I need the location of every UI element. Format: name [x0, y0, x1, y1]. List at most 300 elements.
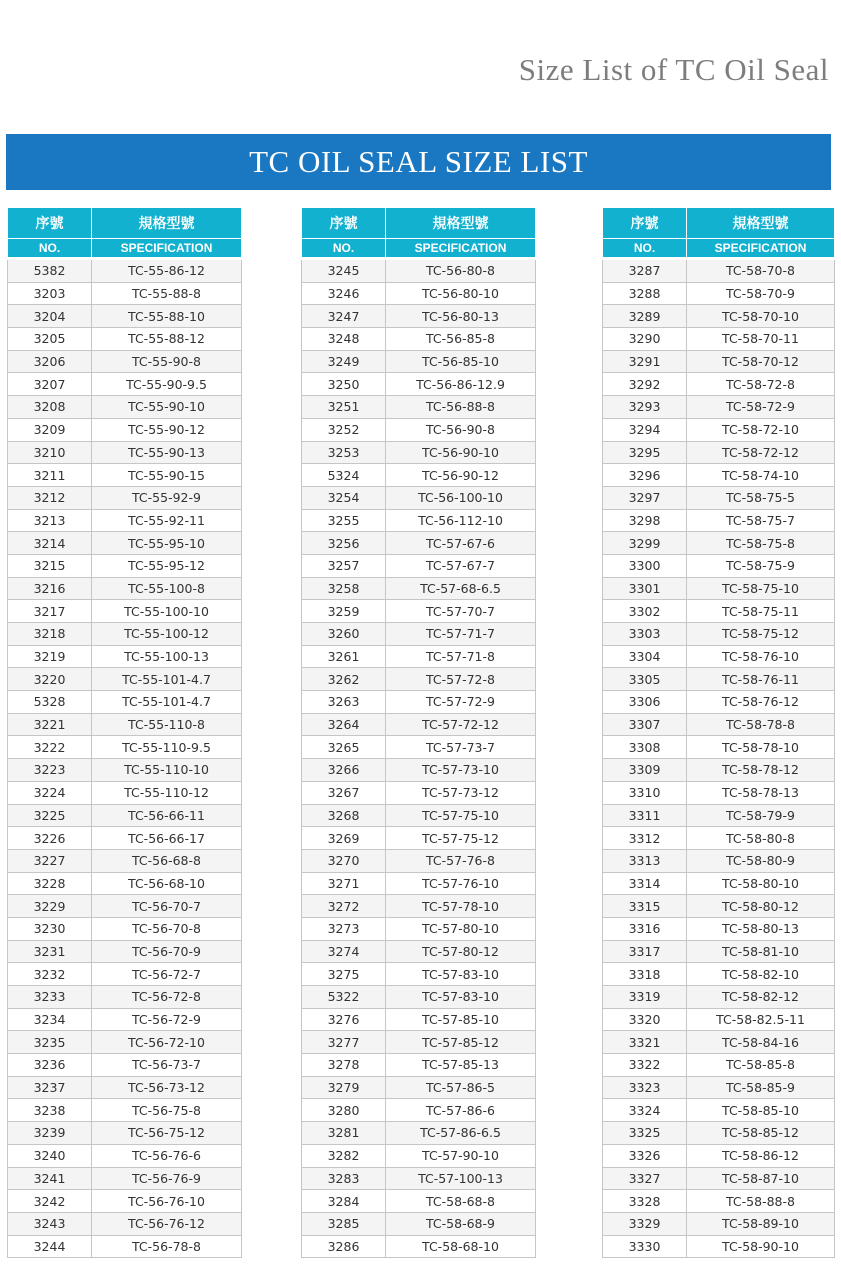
table-row	[603, 532, 835, 555]
row-specification: TC-58-75-5	[687, 486, 835, 509]
table-row	[302, 328, 536, 351]
table-row	[8, 804, 242, 827]
row-number: 3317	[603, 940, 687, 963]
header-no-cn: 序號	[302, 208, 386, 239]
row-specification: TC-56-68-10	[92, 872, 242, 895]
row-number: 3298	[603, 509, 687, 532]
row-specification: TC-55-92-11	[92, 509, 242, 532]
table-row	[603, 600, 835, 623]
row-specification: TC-58-72-9	[687, 396, 835, 419]
header-spec-en: SPECIFICATION	[386, 239, 536, 258]
row-specification: TC-55-110-12	[92, 781, 242, 804]
row-specification: TC-58-70-11	[687, 328, 835, 351]
table-row	[603, 441, 835, 464]
row-specification: TC-56-76-10	[92, 1190, 242, 1213]
row-number: 3260	[302, 623, 386, 646]
table-row	[8, 396, 242, 419]
row-specification: TC-58-78-8	[687, 713, 835, 736]
row-number: 3284	[302, 1190, 386, 1213]
row-specification: TC-58-80-10	[687, 872, 835, 895]
row-specification: TC-58-78-10	[687, 736, 835, 759]
row-number: 3281	[302, 1122, 386, 1145]
row-number: 3211	[8, 464, 92, 487]
table-row	[302, 804, 536, 827]
row-specification: TC-56-86-12.9	[386, 373, 536, 396]
row-specification: TC-57-85-12	[386, 1031, 536, 1054]
table-row	[302, 895, 536, 918]
table-row	[8, 895, 242, 918]
row-number: 3266	[302, 759, 386, 782]
row-number: 3223	[8, 759, 92, 782]
row-number: 3204	[8, 305, 92, 328]
row-number: 3285	[302, 1212, 386, 1235]
row-specification: TC-57-83-10	[386, 986, 536, 1009]
row-number: 3274	[302, 940, 386, 963]
table-row	[302, 1167, 536, 1190]
row-number: 3275	[302, 963, 386, 986]
row-specification: TC-56-72-10	[92, 1031, 242, 1054]
row-specification: TC-57-85-10	[386, 1008, 536, 1031]
table-row	[603, 260, 835, 282]
row-number: 3276	[302, 1008, 386, 1031]
row-specification: TC-56-100-10	[386, 486, 536, 509]
row-specification: TC-57-80-12	[386, 940, 536, 963]
table-row	[603, 804, 835, 827]
row-number: 3259	[302, 600, 386, 623]
table-row	[8, 827, 242, 850]
table-row	[8, 509, 242, 532]
row-number: 3308	[603, 736, 687, 759]
row-specification: TC-56-80-8	[386, 260, 536, 282]
row-number: 3235	[8, 1031, 92, 1054]
row-specification: TC-55-90-8	[92, 350, 242, 373]
table-row	[302, 1212, 536, 1235]
table-row	[302, 396, 536, 419]
table-row	[8, 759, 242, 782]
row-number: 3243	[8, 1212, 92, 1235]
row-specification: TC-58-76-12	[687, 691, 835, 714]
row-specification: TC-57-73-12	[386, 781, 536, 804]
row-specification: TC-58-89-10	[687, 1212, 835, 1235]
row-specification: TC-57-100-13	[386, 1167, 536, 1190]
row-specification: TC-58-86-12	[687, 1144, 835, 1167]
row-specification: TC-56-66-17	[92, 827, 242, 850]
row-number: 3236	[8, 1054, 92, 1077]
row-number: 3233	[8, 986, 92, 1009]
row-number: 3304	[603, 645, 687, 668]
table-row	[302, 1054, 536, 1077]
row-specification: TC-58-79-9	[687, 804, 835, 827]
row-specification: TC-57-70-7	[386, 600, 536, 623]
row-number: 3216	[8, 577, 92, 600]
row-number: 3318	[603, 963, 687, 986]
table-row	[302, 645, 536, 668]
table-row	[8, 623, 242, 646]
row-specification: TC-55-101-4.7	[92, 668, 242, 691]
table-row	[8, 1076, 242, 1099]
row-specification: TC-58-70-12	[687, 350, 835, 373]
row-specification: TC-56-90-10	[386, 441, 536, 464]
row-specification: TC-58-82-12	[687, 986, 835, 1009]
table-row	[302, 781, 536, 804]
row-number: 3218	[8, 623, 92, 646]
row-number: 3321	[603, 1031, 687, 1054]
header-no-cn: 序號	[603, 208, 687, 239]
table-row	[8, 305, 242, 328]
table-row	[603, 759, 835, 782]
row-number: 3268	[302, 804, 386, 827]
row-number: 3292	[603, 373, 687, 396]
row-specification: TC-57-67-6	[386, 532, 536, 555]
table-row	[8, 1167, 242, 1190]
row-number: 3280	[302, 1099, 386, 1122]
table-row	[603, 509, 835, 532]
row-specification: TC-58-70-10	[687, 305, 835, 328]
row-number: 3323	[603, 1076, 687, 1099]
row-specification: TC-58-85-10	[687, 1099, 835, 1122]
row-number: 3257	[302, 554, 386, 577]
row-specification: TC-58-82.5-11	[687, 1008, 835, 1031]
row-specification: TC-58-85-9	[687, 1076, 835, 1099]
table-row	[8, 736, 242, 759]
row-specification: TC-57-75-10	[386, 804, 536, 827]
row-specification: TC-58-82-10	[687, 963, 835, 986]
row-specification: TC-58-78-13	[687, 781, 835, 804]
row-number: 3295	[603, 441, 687, 464]
row-specification: TC-57-85-13	[386, 1054, 536, 1077]
table-row	[302, 668, 536, 691]
row-number: 3203	[8, 282, 92, 305]
row-specification: TC-56-75-8	[92, 1099, 242, 1122]
row-number: 3299	[603, 532, 687, 555]
row-specification: TC-58-88-8	[687, 1190, 835, 1213]
table-row	[302, 305, 536, 328]
row-specification: TC-57-80-10	[386, 917, 536, 940]
header-no-cn: 序號	[8, 208, 92, 239]
row-number: 3232	[8, 963, 92, 986]
row-specification: TC-58-76-11	[687, 668, 835, 691]
table-row	[302, 736, 536, 759]
row-number: 3305	[603, 668, 687, 691]
row-specification: TC-58-81-10	[687, 940, 835, 963]
table-row	[302, 373, 536, 396]
row-number: 3319	[603, 986, 687, 1009]
row-number: 3315	[603, 895, 687, 918]
row-specification: TC-55-110-9.5	[92, 736, 242, 759]
table-row	[8, 350, 242, 373]
table-row	[603, 1122, 835, 1145]
table-row	[603, 645, 835, 668]
table-row	[302, 872, 536, 895]
row-specification: TC-55-90-15	[92, 464, 242, 487]
row-number: 3256	[302, 532, 386, 555]
row-specification: TC-58-68-9	[386, 1212, 536, 1235]
table-row	[603, 577, 835, 600]
row-number: 3217	[8, 600, 92, 623]
table-row	[302, 917, 536, 940]
table-row	[302, 282, 536, 305]
table-row	[8, 577, 242, 600]
table-row	[8, 917, 242, 940]
row-specification: TC-57-73-10	[386, 759, 536, 782]
row-number: 3288	[603, 282, 687, 305]
row-specification: TC-55-95-10	[92, 532, 242, 555]
row-specification: TC-56-70-9	[92, 940, 242, 963]
table-row	[302, 1122, 536, 1145]
row-specification: TC-58-76-10	[687, 645, 835, 668]
row-number: 3267	[302, 781, 386, 804]
table-row	[302, 623, 536, 646]
row-specification: TC-55-92-9	[92, 486, 242, 509]
row-specification: TC-55-88-8	[92, 282, 242, 305]
table-row	[302, 1099, 536, 1122]
row-specification: TC-55-110-10	[92, 759, 242, 782]
row-specification: TC-55-88-12	[92, 328, 242, 351]
row-specification: TC-58-84-16	[687, 1031, 835, 1054]
row-specification: TC-56-66-11	[92, 804, 242, 827]
table-row	[8, 1031, 242, 1054]
table-row	[302, 1076, 536, 1099]
row-specification: TC-57-71-7	[386, 623, 536, 646]
row-specification: TC-58-75-8	[687, 532, 835, 555]
row-number: 3289	[603, 305, 687, 328]
table-row	[603, 418, 835, 441]
table-row	[603, 1054, 835, 1077]
row-number: 3303	[603, 623, 687, 646]
table-row	[603, 554, 835, 577]
row-specification: TC-55-90-12	[92, 418, 242, 441]
row-specification: TC-57-72-9	[386, 691, 536, 714]
row-number: 3264	[302, 713, 386, 736]
row-number: 3300	[603, 554, 687, 577]
table-row	[302, 418, 536, 441]
row-specification: TC-58-90-10	[687, 1235, 835, 1258]
row-number: 3205	[8, 328, 92, 351]
row-specification: TC-57-71-8	[386, 645, 536, 668]
row-specification: TC-58-75-12	[687, 623, 835, 646]
row-specification: TC-56-112-10	[386, 509, 536, 532]
table-row	[302, 486, 536, 509]
row-specification: TC-55-100-8	[92, 577, 242, 600]
table-row	[603, 940, 835, 963]
row-specification: TC-57-86-6	[386, 1099, 536, 1122]
row-specification: TC-57-76-8	[386, 849, 536, 872]
row-number: 3306	[603, 691, 687, 714]
table-row	[603, 963, 835, 986]
row-number: 3320	[603, 1008, 687, 1031]
row-number: 3230	[8, 917, 92, 940]
row-number: 3253	[302, 441, 386, 464]
table-row	[8, 600, 242, 623]
table-row	[8, 940, 242, 963]
table-row	[302, 577, 536, 600]
row-number: 3244	[8, 1235, 92, 1258]
row-number: 3312	[603, 827, 687, 850]
row-number: 3212	[8, 486, 92, 509]
table-row	[8, 554, 242, 577]
table-row	[603, 623, 835, 646]
row-number: 3325	[603, 1122, 687, 1145]
table-row	[603, 872, 835, 895]
row-number: 3220	[8, 668, 92, 691]
header-spec-cn: 規格型號	[687, 208, 835, 239]
row-number: 5322	[302, 986, 386, 1009]
table-row	[8, 282, 242, 305]
table-row	[8, 418, 242, 441]
row-specification: TC-55-86-12	[92, 260, 242, 282]
table-row	[302, 827, 536, 850]
row-specification: TC-56-80-10	[386, 282, 536, 305]
row-number: 3271	[302, 872, 386, 895]
table-row	[603, 305, 835, 328]
row-number: 3269	[302, 827, 386, 850]
row-number: 3272	[302, 895, 386, 918]
table-row	[302, 350, 536, 373]
row-number: 3287	[603, 260, 687, 282]
table-row	[603, 464, 835, 487]
row-number: 3290	[603, 328, 687, 351]
row-specification: TC-55-100-12	[92, 623, 242, 646]
table-row	[8, 1235, 242, 1258]
row-specification: TC-56-68-8	[92, 849, 242, 872]
row-specification: TC-55-95-12	[92, 554, 242, 577]
table-row	[603, 486, 835, 509]
row-specification: TC-58-68-10	[386, 1235, 536, 1258]
table-row	[302, 849, 536, 872]
row-number: 3246	[302, 282, 386, 305]
header-spec-cn: 規格型號	[92, 208, 242, 239]
row-number: 3234	[8, 1008, 92, 1031]
row-number: 3261	[302, 645, 386, 668]
row-number: 3242	[8, 1190, 92, 1213]
header-spec-en: SPECIFICATION	[92, 239, 242, 258]
row-number: 3262	[302, 668, 386, 691]
table-row	[603, 396, 835, 419]
table-row	[8, 1008, 242, 1031]
row-specification: TC-56-72-9	[92, 1008, 242, 1031]
table-row	[8, 328, 242, 351]
row-specification: TC-57-73-7	[386, 736, 536, 759]
row-number: 3322	[603, 1054, 687, 1077]
row-specification: TC-58-85-8	[687, 1054, 835, 1077]
header-no-en: NO.	[603, 239, 687, 258]
row-specification: TC-56-90-12	[386, 464, 536, 487]
row-specification: TC-58-75-11	[687, 600, 835, 623]
row-number: 3307	[603, 713, 687, 736]
row-specification: TC-58-75-9	[687, 554, 835, 577]
row-specification: TC-58-87-10	[687, 1167, 835, 1190]
table-row	[8, 373, 242, 396]
row-number: 3255	[302, 509, 386, 532]
row-specification: TC-57-67-7	[386, 554, 536, 577]
row-specification: TC-57-86-5	[386, 1076, 536, 1099]
row-specification: TC-58-80-8	[687, 827, 835, 850]
table-row	[8, 1144, 242, 1167]
row-number: 3310	[603, 781, 687, 804]
row-specification: TC-57-90-10	[386, 1144, 536, 1167]
header-no-en: NO.	[8, 239, 92, 258]
row-number: 3207	[8, 373, 92, 396]
row-number: 3314	[603, 872, 687, 895]
table-row	[302, 1190, 536, 1213]
table-row	[302, 441, 536, 464]
table-row	[603, 1144, 835, 1167]
table-row	[603, 1031, 835, 1054]
row-number: 3278	[302, 1054, 386, 1077]
row-number: 3283	[302, 1167, 386, 1190]
row-number: 3215	[8, 554, 92, 577]
table-row	[302, 600, 536, 623]
row-number: 3241	[8, 1167, 92, 1190]
row-specification: TC-56-80-13	[386, 305, 536, 328]
table-row	[603, 736, 835, 759]
row-number: 3221	[8, 713, 92, 736]
row-number: 3294	[603, 418, 687, 441]
row-number: 3239	[8, 1122, 92, 1145]
row-specification: TC-55-110-8	[92, 713, 242, 736]
table-row	[8, 486, 242, 509]
row-number: 5324	[302, 464, 386, 487]
row-number: 3227	[8, 849, 92, 872]
header-spec-cn: 規格型號	[386, 208, 536, 239]
row-specification: TC-55-90-13	[92, 441, 242, 464]
table-row	[302, 464, 536, 487]
row-specification: TC-55-100-10	[92, 600, 242, 623]
row-specification: TC-56-70-8	[92, 917, 242, 940]
table-row	[8, 668, 242, 691]
table-row	[8, 849, 242, 872]
table-row	[302, 1031, 536, 1054]
page-title: Size List of TC Oil Seal	[518, 52, 829, 87]
row-specification: TC-56-73-12	[92, 1076, 242, 1099]
row-specification: TC-57-72-12	[386, 713, 536, 736]
row-number: 3270	[302, 849, 386, 872]
row-number: 3302	[603, 600, 687, 623]
row-number: 3293	[603, 396, 687, 419]
row-number: 3247	[302, 305, 386, 328]
table-row	[603, 1008, 835, 1031]
row-specification: TC-55-88-10	[92, 305, 242, 328]
row-number: 3222	[8, 736, 92, 759]
row-specification: TC-56-76-9	[92, 1167, 242, 1190]
row-number: 3327	[603, 1167, 687, 1190]
row-specification: TC-58-75-7	[687, 509, 835, 532]
table-row	[8, 986, 242, 1009]
row-specification: TC-55-90-10	[92, 396, 242, 419]
table-row	[603, 1167, 835, 1190]
row-number: 3249	[302, 350, 386, 373]
row-number: 3213	[8, 509, 92, 532]
table-row	[8, 1190, 242, 1213]
table-row	[8, 713, 242, 736]
row-specification: TC-58-75-10	[687, 577, 835, 600]
row-number: 3277	[302, 1031, 386, 1054]
row-number: 3228	[8, 872, 92, 895]
table-row	[302, 509, 536, 532]
banner-title: TC OIL SEAL SIZE LIST	[6, 134, 831, 190]
table-row	[603, 350, 835, 373]
table-row	[603, 1099, 835, 1122]
row-specification: TC-58-70-8	[687, 260, 835, 282]
row-specification: TC-56-73-7	[92, 1054, 242, 1077]
table-row	[603, 328, 835, 351]
row-specification: TC-58-72-12	[687, 441, 835, 464]
row-number: 3328	[603, 1190, 687, 1213]
row-number: 3210	[8, 441, 92, 464]
size-table-2	[301, 207, 536, 1258]
table-row	[8, 532, 242, 555]
row-number: 3273	[302, 917, 386, 940]
